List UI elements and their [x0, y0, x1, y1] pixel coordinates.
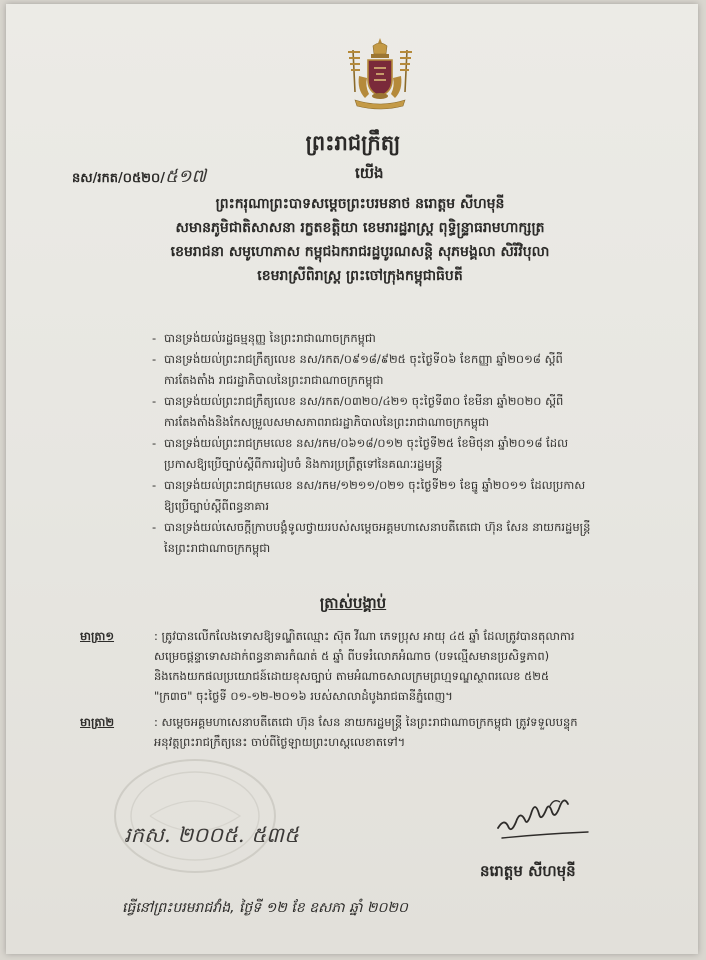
article-line: : សម្តេចអគ្គមហាសេនាបតីតេជោ ហ៊ុន សែន នាយករដ្ឋមន្ត្រី នៃព្រះរាជាណាចក្រកម្ពុជា ត្រូវទទួលបន្ទុក	[154, 715, 578, 729]
article-label: មាត្រា១	[80, 629, 115, 643]
consideration-text: ប្រកាសឱ្យប្រើច្បាប់ស្តីពីការរៀបចំ និងការប្រព្រឹត្តទៅនៃគណៈរដ្ឋមន្ត្រី	[164, 457, 443, 471]
article-label: មាត្រា២	[80, 715, 115, 729]
article-body	[154, 712, 680, 752]
article-line: : ត្រូវបានលើកលែងទោសឱ្យទណ្ឌិតឈ្មោះ ស៊ុត វីណា ភេទប្រុស អាយុ ៤៥ ឆ្នាំ ដែលត្រូវបានតុលាការ	[154, 629, 575, 643]
consideration-item	[152, 328, 662, 349]
article-line: សម្រេចផ្តន្ទាទោសដាក់ពន្ធនាគារកំណត់ ៥ ឆ្នាំ ពីបទរំលោភអំណាច (បទល្មើសមានប្រសិទ្ធភាព)	[154, 649, 550, 663]
signer-name: នរោត្តម សីហមុនី	[480, 862, 576, 880]
royal-title-line: ខេមរាជនា សមូហោភាស កម្ពុជឯករាជរដ្ឋបូរណសន្តិ សុភមង្គលា សិរីវិបុលា	[170, 244, 550, 260]
consideration-text: ការតែងតាំង រាជរដ្ឋាភិបាលនៃព្រះរាជាណាចក្រកម្ពុជា	[164, 373, 384, 387]
registration-number-handwritten: រកស. ២០០៥. ៥៣៥	[124, 823, 299, 847]
consideration-text: នៃព្រះរាជាណាចក្រកម្ពុជា	[164, 541, 271, 555]
document-title: ព្រះរាជក្រឹត្យ	[305, 131, 401, 155]
consideration-item	[152, 475, 662, 517]
we-heading: យើង	[355, 164, 384, 182]
document-page	[6, 4, 698, 954]
place-and-date: ធ្វើនៅព្រះបរមរាជវាំង, ថ្ងៃទី ១២ ខែ ឧសភា ឆ្នាំ ២០២០	[122, 900, 408, 916]
reference-number-handwritten: ៥១៧	[164, 166, 207, 187]
royal-title-block	[80, 192, 640, 288]
article-body	[154, 626, 680, 706]
consideration-text: - បានទ្រង់យល់ព្រះរាជក្រមលេខ នស/រកម/១២១១/០២១ ចុះថ្ងៃទី២១ ខែធ្នូ ឆ្នាំ២០១១ ដែលប្រកាស	[164, 478, 586, 492]
reference-prefix: នស/រកត/០៥២០/	[72, 171, 165, 186]
consideration-text: - បានទ្រង់យល់សេចក្តីក្រាបបង្គំទូលថ្វាយរបស់សម្តេចអគ្គមហាសេនាបតីតេជោ ហ៊ុន សែន នាយករដ្ឋមន្ត្រី	[164, 520, 591, 534]
decree-heading: ត្រាស់បង្គាប់	[319, 594, 387, 612]
royal-title-line: ខេមរាស្រីពិរាស្ត្រ ព្រះចៅក្រុងកម្ពុជាធិបតី	[257, 268, 463, 284]
royal-title-line: សមានភូមិជាតិសាសនា រក្ខតខត្តិយា ខេមរារដ្ឋរាស្ត្រ ពុទ្ធិន្ទ្រាធរាមហាក្សត្រ	[175, 220, 545, 236]
article-line: និងកេងយកផលប្រយោជន៍ដោយខុសច្បាប់ តាមអំណាចសាលក្រមព្រហ្មទណ្ឌស្ថាពរលេខ ៥២៥	[154, 669, 550, 683]
article-line: "ក្រ៣ច" ចុះថ្ងៃទី ០១-១២-២០១៦ របស់សាលាដំបូងរាជធានីភ្នំពេញ។	[154, 689, 453, 703]
consideration-item	[152, 349, 662, 391]
consideration-text: - បានទ្រង់យល់រដ្ឋធម្មនុញ្ញ នៃព្រះរាជាណាចក្រកម្ពុជា	[164, 331, 376, 345]
consideration-text: ឱ្យប្រើច្បាប់ស្តីពីពន្ធនាគារ	[164, 499, 270, 513]
consideration-text: - បានទ្រង់យល់ព្រះរាជក្រឹត្យលេខ នស/រកត/០៩១៨/៩២៥ ចុះថ្ងៃទី០៦ ខែកញ្ញា ឆ្នាំ២០១៨ ស្តីពី	[164, 352, 563, 366]
consideration-item	[152, 517, 662, 559]
consideration-text: - បានទ្រង់យល់ព្រះរាជក្រមលេខ នស/រកម/០៦១៨/០១២ ចុះថ្ងៃទី២៥ ខែមិថុនា ឆ្នាំ២០១៨ ដែល	[164, 436, 569, 450]
article-2	[80, 712, 680, 752]
consideration-item	[152, 433, 662, 475]
article-1	[80, 626, 680, 706]
royal-title-line: ព្រះករុណាព្រះបាទសម្តេចព្រះបរមនាថ នរោត្តម សីហមុនី	[215, 196, 505, 212]
king-signature	[494, 794, 592, 846]
faint-seal-stamp	[110, 756, 280, 876]
considerations-list	[152, 328, 662, 559]
consideration-item	[152, 391, 662, 433]
consideration-text: - បានទ្រង់យល់ព្រះរាជក្រឹត្យលេខ នស/រកត/០៣២០/៤២១ ចុះថ្ងៃទី៣០ ខែមីនា ឆ្នាំ២០២០ ស្តីពី	[164, 394, 564, 408]
royal-coat-of-arms	[341, 36, 419, 114]
consideration-text: ការតែងតាំងនិងកែសម្រួលសមាសភាពរាជរដ្ឋាភិបាលនៃព្រះរាជាណាចក្រកម្ពុជា	[164, 415, 490, 429]
article-line: អនុវត្តព្រះរាជក្រឹត្យនេះ ចាប់ពីថ្ងៃឡាយព្រះហស្តលេខាតទៅ។	[154, 735, 406, 749]
reference-number	[72, 164, 206, 191]
